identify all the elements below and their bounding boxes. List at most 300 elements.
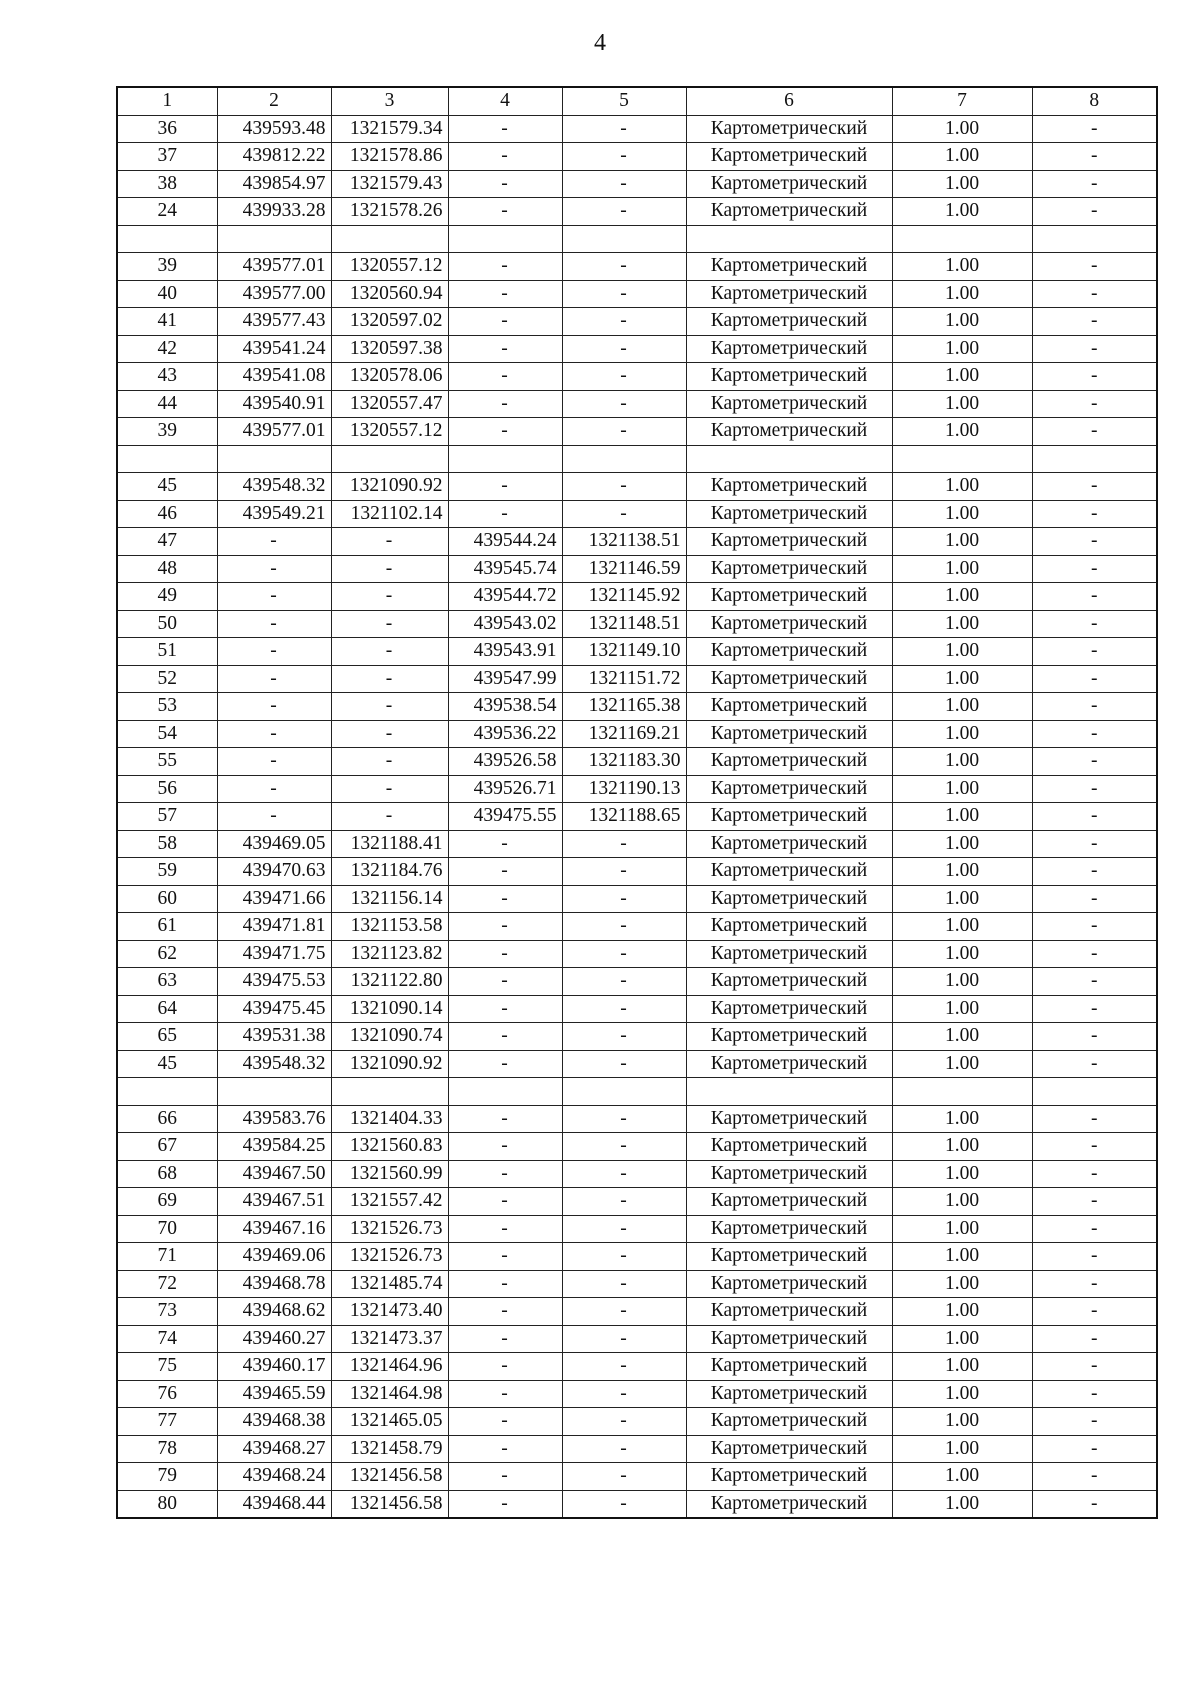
cell-description: -	[1032, 693, 1157, 721]
cell-method: Картометрический	[686, 1023, 892, 1051]
table-row	[117, 1105, 1157, 1133]
cell-description	[1032, 1078, 1157, 1106]
cell-accuracy: 1.00	[892, 913, 1032, 941]
cell-description: -	[1032, 830, 1157, 858]
cell-y-coordinate: 1321156.14	[331, 885, 448, 913]
cell-y-coordinate	[331, 225, 448, 253]
cell-y-coordinate: 1320557.12	[331, 253, 448, 281]
cell-method: Картометрический	[686, 115, 892, 143]
cell-y-coordinate: -	[331, 528, 448, 556]
column-header-8: 8	[1032, 87, 1157, 115]
cell-x-alt-coordinate: 439543.02	[448, 610, 562, 638]
cell-y-coordinate	[331, 445, 448, 473]
cell-point-number	[117, 445, 217, 473]
cell-x-alt-coordinate: -	[448, 968, 562, 996]
coordinates-table	[116, 86, 1158, 1519]
cell-description: -	[1032, 555, 1157, 583]
cell-y-coordinate: 1321153.58	[331, 913, 448, 941]
cell-point-number: 59	[117, 858, 217, 886]
cell-y-coordinate: 1321578.26	[331, 198, 448, 226]
cell-point-number: 45	[117, 473, 217, 501]
cell-accuracy: 1.00	[892, 555, 1032, 583]
cell-y-alt-coordinate: 1321190.13	[562, 775, 686, 803]
cell-description	[1032, 445, 1157, 473]
cell-method: Картометрический	[686, 555, 892, 583]
cell-y-alt-coordinate: -	[562, 885, 686, 913]
cell-y-alt-coordinate: -	[562, 335, 686, 363]
cell-description: -	[1032, 1160, 1157, 1188]
cell-y-coordinate: 1321456.58	[331, 1490, 448, 1518]
cell-description: -	[1032, 335, 1157, 363]
table-row	[117, 555, 1157, 583]
cell-y-alt-coordinate: 1321145.92	[562, 583, 686, 611]
cell-description: -	[1032, 308, 1157, 336]
cell-x-coordinate: 439468.24	[217, 1463, 331, 1491]
cell-description: -	[1032, 748, 1157, 776]
cell-x-coordinate: 439548.32	[217, 473, 331, 501]
cell-y-coordinate: 1321456.58	[331, 1463, 448, 1491]
cell-description: -	[1032, 665, 1157, 693]
cell-x-coordinate: 439475.45	[217, 995, 331, 1023]
cell-x-alt-coordinate	[448, 225, 562, 253]
cell-description: -	[1032, 1435, 1157, 1463]
cell-point-number: 80	[117, 1490, 217, 1518]
table-row	[117, 1435, 1157, 1463]
cell-y-coordinate: -	[331, 803, 448, 831]
cell-method: Картометрический	[686, 1325, 892, 1353]
separator-row	[117, 445, 1157, 473]
cell-y-alt-coordinate: -	[562, 418, 686, 446]
cell-method: Картометрический	[686, 1188, 892, 1216]
cell-method: Картометрический	[686, 1270, 892, 1298]
cell-method: Картометрический	[686, 610, 892, 638]
cell-y-alt-coordinate: -	[562, 500, 686, 528]
cell-y-coordinate: -	[331, 555, 448, 583]
cell-x-coordinate: 439471.66	[217, 885, 331, 913]
cell-x-coordinate: -	[217, 720, 331, 748]
table-row	[117, 665, 1157, 693]
cell-y-coordinate: -	[331, 693, 448, 721]
cell-accuracy	[892, 445, 1032, 473]
cell-y-alt-coordinate: -	[562, 1160, 686, 1188]
cell-y-coordinate: -	[331, 610, 448, 638]
cell-point-number: 73	[117, 1298, 217, 1326]
cell-description: -	[1032, 528, 1157, 556]
cell-x-alt-coordinate: -	[448, 363, 562, 391]
cell-point-number: 49	[117, 583, 217, 611]
cell-method: Картометрический	[686, 418, 892, 446]
cell-method: Картометрический	[686, 473, 892, 501]
cell-accuracy: 1.00	[892, 418, 1032, 446]
cell-y-alt-coordinate: -	[562, 995, 686, 1023]
cell-y-coordinate: 1321458.79	[331, 1435, 448, 1463]
cell-x-coordinate	[217, 1078, 331, 1106]
cell-x-coordinate: 439468.44	[217, 1490, 331, 1518]
cell-x-alt-coordinate: -	[448, 940, 562, 968]
cell-y-alt-coordinate: -	[562, 940, 686, 968]
cell-accuracy: 1.00	[892, 940, 1032, 968]
cell-point-number: 38	[117, 170, 217, 198]
cell-point-number: 40	[117, 280, 217, 308]
cell-point-number: 41	[117, 308, 217, 336]
cell-y-coordinate: -	[331, 583, 448, 611]
cell-description: -	[1032, 803, 1157, 831]
cell-y-alt-coordinate	[562, 1078, 686, 1106]
cell-accuracy: 1.00	[892, 1188, 1032, 1216]
cell-accuracy: 1.00	[892, 1160, 1032, 1188]
cell-x-coordinate: 439540.91	[217, 390, 331, 418]
table-row	[117, 500, 1157, 528]
cell-method: Картометрический	[686, 1133, 892, 1161]
cell-y-coordinate: 1321090.92	[331, 473, 448, 501]
table-row	[117, 1353, 1157, 1381]
table-row	[117, 1380, 1157, 1408]
cell-accuracy: 1.00	[892, 170, 1032, 198]
cell-point-number: 57	[117, 803, 217, 831]
cell-description: -	[1032, 1050, 1157, 1078]
cell-x-alt-coordinate: 439538.54	[448, 693, 562, 721]
cell-x-coordinate: 439854.97	[217, 170, 331, 198]
cell-point-number: 70	[117, 1215, 217, 1243]
cell-x-alt-coordinate: -	[448, 1188, 562, 1216]
cell-point-number: 60	[117, 885, 217, 913]
cell-x-alt-coordinate: -	[448, 500, 562, 528]
cell-y-alt-coordinate: -	[562, 1463, 686, 1491]
cell-method: Картометрический	[686, 308, 892, 336]
cell-x-alt-coordinate: -	[448, 858, 562, 886]
table-row	[117, 1188, 1157, 1216]
cell-y-alt-coordinate: -	[562, 1408, 686, 1436]
cell-x-alt-coordinate: -	[448, 170, 562, 198]
table-row	[117, 280, 1157, 308]
cell-description: -	[1032, 1325, 1157, 1353]
cell-y-alt-coordinate: -	[562, 1188, 686, 1216]
cell-x-alt-coordinate: -	[448, 253, 562, 281]
cell-method: Картометрический	[686, 968, 892, 996]
cell-accuracy: 1.00	[892, 528, 1032, 556]
cell-accuracy: 1.00	[892, 308, 1032, 336]
cell-description: -	[1032, 610, 1157, 638]
cell-x-alt-coordinate: -	[448, 830, 562, 858]
cell-y-alt-coordinate: 1321149.10	[562, 638, 686, 666]
table-row	[117, 720, 1157, 748]
cell-method: Картометрический	[686, 830, 892, 858]
cell-description: -	[1032, 198, 1157, 226]
cell-x-alt-coordinate: -	[448, 308, 562, 336]
cell-x-coordinate: 439541.24	[217, 335, 331, 363]
cell-y-alt-coordinate: -	[562, 913, 686, 941]
cell-y-coordinate: 1321184.76	[331, 858, 448, 886]
cell-x-alt-coordinate	[448, 445, 562, 473]
cell-y-coordinate: 1321102.14	[331, 500, 448, 528]
cell-x-alt-coordinate: -	[448, 390, 562, 418]
cell-x-coordinate: 439460.17	[217, 1353, 331, 1381]
cell-y-alt-coordinate: -	[562, 1298, 686, 1326]
cell-x-alt-coordinate: 439526.71	[448, 775, 562, 803]
cell-point-number: 75	[117, 1353, 217, 1381]
table-row	[117, 693, 1157, 721]
cell-y-coordinate: 1321090.14	[331, 995, 448, 1023]
table-row	[117, 913, 1157, 941]
cell-y-alt-coordinate: -	[562, 1435, 686, 1463]
table-row	[117, 1490, 1157, 1518]
cell-y-alt-coordinate: -	[562, 1353, 686, 1381]
cell-method: Картометрический	[686, 803, 892, 831]
cell-accuracy: 1.00	[892, 995, 1032, 1023]
table-row	[117, 1133, 1157, 1161]
column-header-2: 2	[217, 87, 331, 115]
cell-accuracy: 1.00	[892, 720, 1032, 748]
cell-point-number: 51	[117, 638, 217, 666]
cell-x-alt-coordinate: -	[448, 1023, 562, 1051]
column-header-5: 5	[562, 87, 686, 115]
cell-y-alt-coordinate: -	[562, 1270, 686, 1298]
cell-x-alt-coordinate: -	[448, 1133, 562, 1161]
cell-y-coordinate: -	[331, 720, 448, 748]
cell-description: -	[1032, 1215, 1157, 1243]
cell-x-coordinate: 439470.63	[217, 858, 331, 886]
column-header-4: 4	[448, 87, 562, 115]
cell-y-coordinate: -	[331, 665, 448, 693]
cell-description: -	[1032, 1380, 1157, 1408]
cell-point-number: 43	[117, 363, 217, 391]
cell-y-coordinate: 1321464.98	[331, 1380, 448, 1408]
cell-description: -	[1032, 1408, 1157, 1436]
column-header-3: 3	[331, 87, 448, 115]
table-row	[117, 390, 1157, 418]
table-header-row	[117, 87, 1157, 115]
cell-description: -	[1032, 280, 1157, 308]
table-row	[117, 1160, 1157, 1188]
cell-x-coordinate: 439468.78	[217, 1270, 331, 1298]
cell-description: -	[1032, 775, 1157, 803]
cell-point-number: 44	[117, 390, 217, 418]
cell-description: -	[1032, 1243, 1157, 1271]
cell-accuracy: 1.00	[892, 610, 1032, 638]
table-row	[117, 115, 1157, 143]
cell-accuracy: 1.00	[892, 693, 1032, 721]
cell-point-number: 45	[117, 1050, 217, 1078]
cell-y-coordinate: 1321526.73	[331, 1215, 448, 1243]
cell-y-alt-coordinate: -	[562, 1243, 686, 1271]
cell-y-alt-coordinate: -	[562, 1215, 686, 1243]
cell-x-alt-coordinate: -	[448, 1105, 562, 1133]
cell-x-alt-coordinate: -	[448, 280, 562, 308]
cell-point-number: 79	[117, 1463, 217, 1491]
table-row	[117, 885, 1157, 913]
cell-y-alt-coordinate: -	[562, 308, 686, 336]
cell-x-coordinate: -	[217, 528, 331, 556]
cell-x-coordinate: -	[217, 610, 331, 638]
cell-description: -	[1032, 170, 1157, 198]
cell-y-alt-coordinate: 1321151.72	[562, 665, 686, 693]
cell-y-alt-coordinate: -	[562, 1050, 686, 1078]
cell-method: Картометрический	[686, 1215, 892, 1243]
cell-description: -	[1032, 1270, 1157, 1298]
cell-description: -	[1032, 390, 1157, 418]
cell-accuracy: 1.00	[892, 968, 1032, 996]
cell-y-alt-coordinate: -	[562, 1380, 686, 1408]
cell-description: -	[1032, 143, 1157, 171]
cell-description: -	[1032, 1188, 1157, 1216]
cell-x-alt-coordinate: -	[448, 995, 562, 1023]
cell-x-alt-coordinate: -	[448, 115, 562, 143]
cell-accuracy: 1.00	[892, 1270, 1032, 1298]
cell-method: Картометрический	[686, 748, 892, 776]
cell-x-alt-coordinate: 439544.72	[448, 583, 562, 611]
cell-x-coordinate: -	[217, 638, 331, 666]
cell-y-coordinate: 1321122.80	[331, 968, 448, 996]
cell-x-alt-coordinate: -	[448, 198, 562, 226]
cell-accuracy: 1.00	[892, 583, 1032, 611]
cell-method: Картометрический	[686, 1298, 892, 1326]
cell-description: -	[1032, 253, 1157, 281]
cell-y-coordinate: 1321090.74	[331, 1023, 448, 1051]
cell-point-number: 68	[117, 1160, 217, 1188]
cell-description: -	[1032, 1353, 1157, 1381]
cell-method: Картометрический	[686, 1105, 892, 1133]
cell-accuracy: 1.00	[892, 1353, 1032, 1381]
column-header-7: 7	[892, 87, 1032, 115]
cell-y-coordinate: 1320557.12	[331, 418, 448, 446]
cell-x-alt-coordinate: -	[448, 418, 562, 446]
cell-method: Картометрический	[686, 858, 892, 886]
table-row	[117, 198, 1157, 226]
cell-y-alt-coordinate: -	[562, 363, 686, 391]
cell-point-number: 69	[117, 1188, 217, 1216]
cell-method: Картометрический	[686, 693, 892, 721]
table-row	[117, 830, 1157, 858]
cell-x-alt-coordinate: -	[448, 1160, 562, 1188]
cell-description: -	[1032, 473, 1157, 501]
cell-y-coordinate: 1321560.83	[331, 1133, 448, 1161]
cell-x-alt-coordinate: 439544.24	[448, 528, 562, 556]
table-row	[117, 308, 1157, 336]
cell-point-number: 62	[117, 940, 217, 968]
cell-x-coordinate: -	[217, 803, 331, 831]
cell-accuracy: 1.00	[892, 143, 1032, 171]
cell-accuracy: 1.00	[892, 1215, 1032, 1243]
table-row	[117, 253, 1157, 281]
cell-y-alt-coordinate: -	[562, 170, 686, 198]
cell-x-coordinate: 439577.43	[217, 308, 331, 336]
cell-method: Картометрический	[686, 995, 892, 1023]
cell-description: -	[1032, 1490, 1157, 1518]
cell-point-number: 77	[117, 1408, 217, 1436]
cell-method: Картометрический	[686, 1463, 892, 1491]
cell-method: Картометрический	[686, 1435, 892, 1463]
cell-accuracy: 1.00	[892, 830, 1032, 858]
cell-y-alt-coordinate: 1321148.51	[562, 610, 686, 638]
cell-y-coordinate: 1321090.92	[331, 1050, 448, 1078]
table-row	[117, 1050, 1157, 1078]
page-number: 4	[594, 30, 606, 56]
cell-x-coordinate: 439467.16	[217, 1215, 331, 1243]
cell-method: Картометрический	[686, 583, 892, 611]
cell-method: Картометрический	[686, 665, 892, 693]
cell-point-number: 36	[117, 115, 217, 143]
cell-x-coordinate: 439468.27	[217, 1435, 331, 1463]
cell-description: -	[1032, 940, 1157, 968]
cell-point-number: 48	[117, 555, 217, 583]
cell-x-alt-coordinate: 439545.74	[448, 555, 562, 583]
cell-y-alt-coordinate: -	[562, 115, 686, 143]
cell-point-number: 24	[117, 198, 217, 226]
cell-accuracy: 1.00	[892, 500, 1032, 528]
table-row	[117, 940, 1157, 968]
cell-description: -	[1032, 720, 1157, 748]
table-body	[117, 87, 1157, 1518]
cell-accuracy: 1.00	[892, 198, 1032, 226]
cell-x-alt-coordinate: -	[448, 1490, 562, 1518]
cell-accuracy	[892, 1078, 1032, 1106]
cell-accuracy: 1.00	[892, 1243, 1032, 1271]
cell-description: -	[1032, 1298, 1157, 1326]
cell-x-coordinate: -	[217, 775, 331, 803]
cell-y-coordinate: 1321404.33	[331, 1105, 448, 1133]
table-row	[117, 1215, 1157, 1243]
cell-y-coordinate: 1320560.94	[331, 280, 448, 308]
cell-point-number: 55	[117, 748, 217, 776]
cell-x-alt-coordinate: -	[448, 1463, 562, 1491]
cell-x-coordinate: 439475.53	[217, 968, 331, 996]
table-row	[117, 775, 1157, 803]
cell-x-coordinate: -	[217, 748, 331, 776]
cell-x-coordinate: 439460.27	[217, 1325, 331, 1353]
cell-description: -	[1032, 1105, 1157, 1133]
cell-y-coordinate: 1321188.41	[331, 830, 448, 858]
cell-y-alt-coordinate: -	[562, 473, 686, 501]
cell-y-alt-coordinate: -	[562, 143, 686, 171]
cell-x-coordinate: 439469.06	[217, 1243, 331, 1271]
cell-x-alt-coordinate: 439475.55	[448, 803, 562, 831]
cell-method: Картометрический	[686, 1243, 892, 1271]
cell-x-alt-coordinate: -	[448, 1408, 562, 1436]
cell-accuracy: 1.00	[892, 253, 1032, 281]
cell-description: -	[1032, 115, 1157, 143]
cell-point-number: 78	[117, 1435, 217, 1463]
column-header-1: 1	[117, 87, 217, 115]
cell-accuracy: 1.00	[892, 748, 1032, 776]
cell-y-coordinate: 1320578.06	[331, 363, 448, 391]
cell-accuracy: 1.00	[892, 1463, 1032, 1491]
cell-method: Картометрический	[686, 1380, 892, 1408]
cell-point-number: 76	[117, 1380, 217, 1408]
cell-x-coordinate: 439471.81	[217, 913, 331, 941]
cell-x-coordinate: 439577.01	[217, 418, 331, 446]
cell-y-coordinate: 1321560.99	[331, 1160, 448, 1188]
cell-x-alt-coordinate: -	[448, 1380, 562, 1408]
cell-x-coordinate: -	[217, 555, 331, 583]
cell-y-coordinate: -	[331, 638, 448, 666]
cell-method: Картометрический	[686, 1408, 892, 1436]
cell-description: -	[1032, 363, 1157, 391]
cell-description: -	[1032, 1463, 1157, 1491]
cell-description: -	[1032, 913, 1157, 941]
cell-y-coordinate: 1321526.73	[331, 1243, 448, 1271]
cell-method	[686, 445, 892, 473]
cell-x-alt-coordinate: 439536.22	[448, 720, 562, 748]
cell-y-coordinate: 1320597.02	[331, 308, 448, 336]
cell-x-alt-coordinate: -	[448, 1270, 562, 1298]
cell-y-alt-coordinate: 1321138.51	[562, 528, 686, 556]
cell-accuracy: 1.00	[892, 1408, 1032, 1436]
table-row	[117, 473, 1157, 501]
cell-y-coordinate: 1321579.43	[331, 170, 448, 198]
cell-point-number: 66	[117, 1105, 217, 1133]
cell-method: Картометрический	[686, 1050, 892, 1078]
cell-point-number: 54	[117, 720, 217, 748]
